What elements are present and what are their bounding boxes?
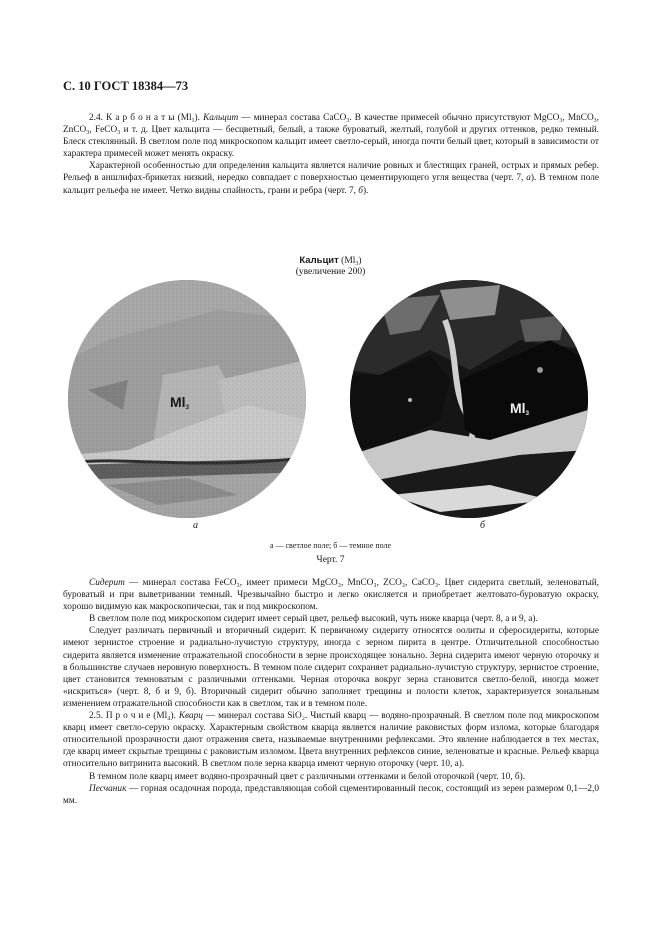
body-text <box>63 577 599 807</box>
figure-title: Кальцит $(Ml_3)$ <box>299 255 362 267</box>
label-ml3-light: $Ml_3$ <box>170 394 189 411</box>
figure-subtitle: (увеличение 200) <box>295 267 366 277</box>
paragraph-other-quartz: 2.5. П р о ч и е (Ml₄). Кварц — минерал состава SiO₂. Чистый кварц — водяно-прозрачный. В светлом поле под микроскопом кварц имеет светло-серую окраску. Характерным свойством кварца является наличие раковистых форм излома, которые благодаря относительной прозрачности дают отражения света, называемые внутренними рефлексами. Это явление наблюдается в тех местах, где кварц имеет скрытые трещины с раковистым изломом. Цвета внутренних рефлексов синие, зеленоватые и красные. Рельеф кварца относительно витринита высокий. В светлом поле зерна кварца имеют черную оторочку (черт. 10, а). <box>63 711 599 770</box>
page-header: С. 10 ГОСТ 18384—73 <box>63 79 189 93</box>
paragraph-siderite-light: В светлом поле под микроскопом сидерит имеет серый цвет, рельеф высокий, чуть ниже кварца (черт. 8, а и 9, а). <box>89 614 538 625</box>
micrograph-light-field <box>68 280 306 518</box>
paragraph-quartz-dark: В темном поле кварц имеет водяно-прозрачный цвет с различными оттенками и белой оторочкой (черт. 10, б). <box>89 771 526 782</box>
paragraph-calcite-features: Характерной особенностью для определения кальцита является наличие ровных и блестящих граней, острых и прямых ребер. Рельеф в аншлифах-брикетах низкий, нередко совпадает с поверхностью цементирующего угля вещества (черт. 7, а). В темном поле кальцит рельефа не имеет. Четко видны спайность, грани и ребра (черт. 7, б). <box>63 161 600 196</box>
paragraph-carbonates: 2.4. К а р б о н а т ы $(Ml_1)$. Кальцит — минерал состава CaCO$_3$. В качестве примесей обычно присутствуют MgCO$_3$, MnCO$_3$, ZnCO$_3$, FeCO$_3$ и т. д. Цвет кальцита — бесцветный, белый, а также буроватый, желтый, голубой и других оттенков, редко темный. Блеск стеклянный. В светлом поле под микроскопом кальцит имеет светло-серый, иногда почти белый цвет, который в зависимости от характера примесей может менять окраску. <box>63 113 600 160</box>
micrograph-dark-field <box>350 280 588 518</box>
micrograph-dark-field-image <box>350 280 588 518</box>
paragraph-siderite: Сидерит — минерал состава FeCO₃, имеет примеси MgCO₃, MnCO₃, ZCO₃, CaCO₃. Цвет сидерита светлый, зеленоватый, буроватый и при выветривании темный. Чрезвычайно быстро и легко окисляется и приобретает желтовато-буроватую окраску, хорошо видимую как макроскопически, так и под микроскопом. <box>63 578 599 613</box>
figure-number: Черт. 7 <box>316 555 345 565</box>
intro-text <box>63 112 599 197</box>
subfigure-letter-b: б <box>480 520 486 531</box>
subfigure-letter-a: а <box>193 520 198 531</box>
paragraph-siderite-types: Следует различать первичный и вторичный сидерит. К первичному сидериту относятся оолиты и сферосидериты, которые имеют зернистое строение и радиально-лучистую структуру, иногда с зерном пирита в центре. Отличительной способностью сидерита является изменение отражательной способности в зерне происходящее зонально. Зерна сидерита имеют черную оторочку и в большинстве случаев неровную поверхность. В темном поле сидерит сохраняет радиально-лучистую структуру, зернистое строение, цвет становится темноватым с различными оттенками. Черная оторочка вокруг зерна становится светло-белой, иногда может «искриться» (черт. 8, б и 9, б). Вторичный сидерит обычно заполняет трещины и полости клеток, характеризуется зональным изменением отражательной способности как в светлом, так и в темном поле. <box>63 626 599 709</box>
paragraph-sandstone: Песчаник — горная осадочная порода, представляющая собой сцементированный песок, состоящий из зерен размером 0,1—2,0 мм. <box>63 783 599 806</box>
figure-caption: а — светлое поле; б — темное поле <box>269 541 392 550</box>
label-ml3-dark: $Ml_3$ <box>510 400 529 417</box>
